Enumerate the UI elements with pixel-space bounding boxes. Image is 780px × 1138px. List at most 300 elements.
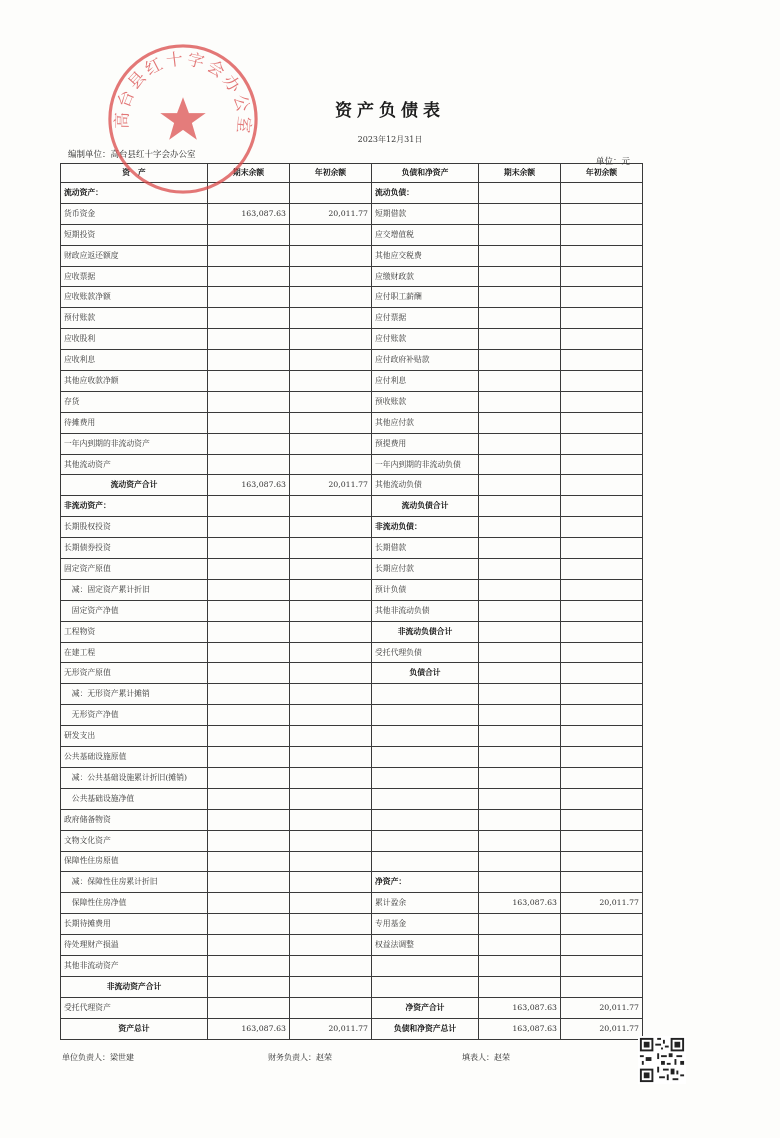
report-date: 2023年12月31日 [357,135,423,144]
liability-item-label: 应交增值税 [372,224,479,245]
liability-ending-balance [479,266,561,287]
asset-ending-balance [208,454,290,475]
liability-opening-balance [561,350,643,371]
table-row [61,224,643,245]
asset-opening-balance [290,705,372,726]
org-line [68,148,196,160]
asset-opening-balance [290,287,372,308]
liability-opening-balance [561,579,643,600]
table-row [61,726,643,747]
liability-ending-balance [479,747,561,768]
asset-opening-balance [290,579,372,600]
table-row [61,433,643,454]
asset-ending-balance: 163,087.63 [208,475,290,496]
asset-ending-balance [208,600,290,621]
liability-opening-balance [561,684,643,705]
asset-opening-balance [290,684,372,705]
asset-opening-balance: 20,011.77 [290,203,372,224]
liability-ending-balance [479,559,561,580]
liability-ending-balance [479,308,561,329]
asset-item-label: 无形资产净值 [61,705,208,726]
asset-item-label: 研发支出 [61,726,208,747]
asset-ending-balance [208,538,290,559]
asset-ending-balance [208,517,290,538]
footer-head: 单位负责人：梁世建 [62,1053,134,1062]
liability-ending-balance: 163,087.63 [479,997,561,1018]
liability-ending-balance [479,663,561,684]
liability-item-label: 负债合计 [372,663,479,684]
asset-ending-balance [208,433,290,454]
asset-item-label: 长期股权投资 [61,517,208,538]
asset-opening-balance [290,851,372,872]
asset-item-label: 一年内到期的非流动资产 [61,433,208,454]
liability-item-label: 应付政府补贴款 [372,350,479,371]
table-row [61,538,643,559]
liability-ending-balance [479,684,561,705]
liability-opening-balance [561,621,643,642]
liability-item-label [372,747,479,768]
liability-item-label: 累计盈余 [372,893,479,914]
table-row [61,642,643,663]
liability-opening-balance [561,371,643,392]
liability-opening-balance [561,788,643,809]
liability-item-label: 应付职工薪酬 [372,287,479,308]
liability-item-label: 流动负债合计 [372,496,479,517]
asset-opening-balance [290,809,372,830]
asset-opening-balance [290,371,372,392]
asset-item-label: 无形资产原值 [61,663,208,684]
asset-opening-balance [290,976,372,997]
asset-item-label: 非流动资产： [61,496,208,517]
asset-opening-balance [290,454,372,475]
liability-opening-balance [561,496,643,517]
liability-item-label: 权益法调整 [372,935,479,956]
asset-item-label: 文物文化资产 [61,830,208,851]
asset-item-label: 流动资产合计 [61,475,208,496]
asset-ending-balance [208,308,290,329]
asset-item-label: 固定资产净值 [61,600,208,621]
table-row [61,747,643,768]
liability-item-label: 非流动负债合计 [372,621,479,642]
asset-opening-balance: 20,011.77 [290,475,372,496]
header-opening-balance-right: 年初余额 [561,164,643,183]
table-row [61,600,643,621]
liability-opening-balance [561,203,643,224]
liability-item-label [372,955,479,976]
table-row [61,559,643,580]
liability-ending-balance [479,371,561,392]
table-row [61,997,643,1018]
asset-item-label: 短期投资 [61,224,208,245]
asset-item-label: 应收票据 [61,266,208,287]
liability-item-label: 受托代理负债 [372,642,479,663]
liability-item-label: 应缴财政款 [372,266,479,287]
table-row [61,579,643,600]
asset-item-label: 固定资产原值 [61,559,208,580]
asset-ending-balance [208,893,290,914]
asset-ending-balance [208,684,290,705]
asset-ending-balance [208,412,290,433]
table-row [61,872,643,893]
liability-ending-balance [479,350,561,371]
liability-opening-balance [561,517,643,538]
asset-item-label: 待处理财产损溢 [61,935,208,956]
asset-opening-balance [290,747,372,768]
table-row [61,809,643,830]
liability-opening-balance [561,747,643,768]
asset-opening-balance [290,329,372,350]
liability-item-label [372,788,479,809]
liability-opening-balance [561,329,643,350]
asset-item-label: 减：公共基础设施累计折旧(摊销) [61,767,208,788]
asset-opening-balance [290,559,372,580]
asset-item-label: 工程物资 [61,621,208,642]
asset-ending-balance [208,872,290,893]
liability-opening-balance [561,851,643,872]
asset-ending-balance [208,496,290,517]
liability-item-label [372,830,479,851]
asset-ending-balance [208,224,290,245]
asset-ending-balance [208,976,290,997]
asset-item-label: 应收利息 [61,350,208,371]
liability-item-label: 其他应交税费 [372,245,479,266]
asset-opening-balance: 20,011.77 [290,1018,372,1039]
page-title: 资产负债表 [335,101,445,121]
liability-opening-balance [561,245,643,266]
asset-opening-balance [290,308,372,329]
asset-ending-balance [208,788,290,809]
table-row [61,955,643,976]
liability-ending-balance [479,203,561,224]
liability-opening-balance [561,600,643,621]
liability-ending-balance [479,475,561,496]
asset-item-label: 其他流动资产 [61,454,208,475]
table-row [61,266,643,287]
table-row [61,684,643,705]
asset-ending-balance: 163,087.63 [208,203,290,224]
liability-ending-balance [479,767,561,788]
asset-item-label: 资产总计 [61,1018,208,1039]
liability-item-label [372,726,479,747]
liability-ending-balance [479,183,561,204]
liability-opening-balance [561,454,643,475]
asset-opening-balance [290,496,372,517]
liability-ending-balance: 163,087.63 [479,1018,561,1039]
liability-opening-balance [561,183,643,204]
asset-item-label: 存货 [61,391,208,412]
liability-opening-balance: 20,011.77 [561,997,643,1018]
asset-opening-balance [290,872,372,893]
liability-item-label: 非流动负债： [372,517,479,538]
liability-ending-balance [479,245,561,266]
liability-item-label [372,976,479,997]
liability-ending-balance [479,726,561,747]
asset-ending-balance [208,767,290,788]
table-row [61,935,643,956]
asset-ending-balance [208,579,290,600]
liability-ending-balance [479,224,561,245]
liability-ending-balance [479,496,561,517]
liability-item-label: 应付账款 [372,329,479,350]
asset-item-label: 待摊费用 [61,412,208,433]
liability-ending-balance [479,538,561,559]
liability-ending-balance [479,329,561,350]
org-name: 高台县红十字会办公室 [110,150,196,160]
table-row [61,329,643,350]
liability-opening-balance [561,475,643,496]
liability-opening-balance [561,224,643,245]
asset-ending-balance [208,266,290,287]
liability-item-label: 长期应付款 [372,559,479,580]
header-assets: 资 产 [61,164,208,183]
table-row [61,350,643,371]
liability-ending-balance [479,600,561,621]
asset-item-label: 长期债券投资 [61,538,208,559]
table-row [61,1018,643,1039]
liability-item-label: 净资产合计 [372,997,479,1018]
liability-opening-balance [561,559,643,580]
asset-opening-balance [290,245,372,266]
liability-item-label: 应付利息 [372,371,479,392]
liability-ending-balance [479,788,561,809]
liability-ending-balance [479,433,561,454]
liability-ending-balance [479,872,561,893]
asset-opening-balance [290,412,372,433]
asset-opening-balance [290,224,372,245]
table-row [61,893,643,914]
asset-opening-balance [290,893,372,914]
liability-item-label: 预提费用 [372,433,479,454]
liability-ending-balance [479,642,561,663]
liability-item-label: 其他非流动负债 [372,600,479,621]
liability-item-label: 长期借款 [372,538,479,559]
asset-ending-balance [208,914,290,935]
table-row [61,705,643,726]
liability-opening-balance [561,412,643,433]
asset-ending-balance [208,183,290,204]
liability-opening-balance [561,914,643,935]
liability-opening-balance [561,767,643,788]
asset-item-label: 在建工程 [61,642,208,663]
liability-opening-balance [561,391,643,412]
asset-ending-balance [208,621,290,642]
asset-item-label: 公共基础设施原值 [61,747,208,768]
header-liabilities-net-assets: 负债和净资产 [372,164,479,183]
asset-opening-balance [290,600,372,621]
asset-ending-balance [208,997,290,1018]
asset-item-label: 其他应收款净额 [61,371,208,392]
liability-item-label: 短期借款 [372,203,479,224]
liability-ending-balance [479,976,561,997]
liability-item-label: 其他应付款 [372,412,479,433]
liability-ending-balance [479,391,561,412]
asset-opening-balance [290,830,372,851]
qr-code-icon [638,1036,686,1084]
liability-ending-balance [479,705,561,726]
asset-ending-balance [208,747,290,768]
asset-opening-balance [290,266,372,287]
asset-ending-balance [208,663,290,684]
liability-item-label [372,851,479,872]
liability-item-label [372,809,479,830]
asset-ending-balance [208,955,290,976]
liability-ending-balance [479,914,561,935]
asset-ending-balance: 163,087.63 [208,1018,290,1039]
liability-item-label [372,684,479,705]
liability-ending-balance [479,454,561,475]
asset-item-label: 应收股利 [61,329,208,350]
liability-opening-balance [561,809,643,830]
liability-ending-balance [479,579,561,600]
asset-item-label: 应收账款净额 [61,287,208,308]
liability-item-label: 预计负债 [372,579,479,600]
asset-item-label: 保障性住房原值 [61,851,208,872]
asset-opening-balance [290,433,372,454]
asset-item-label: 保障性住房净值 [61,893,208,914]
table-row [61,496,643,517]
liability-opening-balance [561,976,643,997]
liability-ending-balance [479,287,561,308]
table-row [61,767,643,788]
liability-ending-balance [479,517,561,538]
asset-opening-balance [290,642,372,663]
asset-opening-balance [290,350,372,371]
asset-ending-balance [208,245,290,266]
liability-item-label: 其他流动负债 [372,475,479,496]
liability-ending-balance [479,621,561,642]
liability-ending-balance [479,830,561,851]
asset-ending-balance [208,350,290,371]
asset-item-label: 减：保障性住房累计折旧 [61,872,208,893]
liability-item-label: 应付票据 [372,308,479,329]
liability-item-label: 预收账款 [372,391,479,412]
liability-opening-balance [561,308,643,329]
svg-text:高台县红十字会办公室: 高台县红十字会办公室 [111,48,255,138]
asset-opening-balance [290,538,372,559]
table-row [61,412,643,433]
asset-ending-balance [208,371,290,392]
table-row [61,621,643,642]
footer-preparer: 填表人：赵荣 [462,1053,510,1062]
asset-item-label: 流动资产： [61,183,208,204]
table-row [61,851,643,872]
table-row [61,663,643,684]
asset-item-label: 货币资金 [61,203,208,224]
liability-item-label: 净资产： [372,872,479,893]
liability-ending-balance [479,809,561,830]
liability-opening-balance [561,726,643,747]
asset-opening-balance [290,726,372,747]
asset-item-label: 长期待摊费用 [61,914,208,935]
asset-item-label: 财政应返还额度 [61,245,208,266]
asset-ending-balance [208,642,290,663]
table-row [61,914,643,935]
asset-ending-balance [208,705,290,726]
liability-item-label [372,767,479,788]
asset-opening-balance [290,663,372,684]
table-row [61,976,643,997]
asset-ending-balance [208,287,290,308]
asset-ending-balance [208,830,290,851]
asset-item-label: 其他非流动资产 [61,955,208,976]
table-row [61,183,643,204]
asset-ending-balance [208,726,290,747]
asset-item-label: 非流动资产合计 [61,976,208,997]
asset-opening-balance [290,183,372,204]
balance-sheet-table [60,163,643,1040]
liability-opening-balance [561,433,643,454]
asset-ending-balance [208,559,290,580]
asset-item-label: 减：无形资产累计摊销 [61,684,208,705]
liability-item-label: 负债和净资产总计 [372,1018,479,1039]
table-row [61,203,643,224]
liability-opening-balance [561,287,643,308]
liability-opening-balance [561,935,643,956]
table-row [61,517,643,538]
liability-ending-balance: 163,087.63 [479,893,561,914]
asset-opening-balance [290,935,372,956]
liability-opening-balance [561,705,643,726]
asset-ending-balance [208,851,290,872]
liability-opening-balance [561,266,643,287]
table-row [61,830,643,851]
asset-ending-balance [208,935,290,956]
unit-label: 单位：元 [596,157,631,167]
table-row [61,475,643,496]
asset-item-label: 减：固定资产累计折旧 [61,579,208,600]
asset-opening-balance [290,517,372,538]
table-row [61,308,643,329]
table-row [61,454,643,475]
liability-item-label: 专用基金 [372,914,479,935]
asset-ending-balance [208,391,290,412]
header-ending-balance-right: 期末余额 [479,164,561,183]
liability-item-label: 流动负债： [372,183,479,204]
asset-ending-balance [208,809,290,830]
liability-opening-balance [561,872,643,893]
liability-ending-balance [479,412,561,433]
header-ending-balance: 期末余额 [208,164,290,183]
table-row [61,788,643,809]
liability-ending-balance [479,851,561,872]
asset-item-label: 政府储备物资 [61,809,208,830]
asset-item-label: 公共基础设施净值 [61,788,208,809]
org-label: 编制单位： [68,150,111,160]
liability-item-label: 一年内到期的非流动负债 [372,454,479,475]
table-header-row [61,164,643,183]
asset-item-label: 受托代理资产 [61,997,208,1018]
table-row [61,371,643,392]
asset-opening-balance [290,391,372,412]
table-row [61,245,643,266]
header-opening-balance: 年初余额 [290,164,372,183]
liability-opening-balance [561,955,643,976]
asset-opening-balance [290,914,372,935]
liability-opening-balance [561,538,643,559]
asset-opening-balance [290,997,372,1018]
liability-item-label [372,705,479,726]
liability-opening-balance [561,830,643,851]
liability-ending-balance [479,935,561,956]
table-row [61,391,643,412]
liability-opening-balance: 20,011.77 [561,893,643,914]
asset-opening-balance [290,955,372,976]
liability-opening-balance [561,642,643,663]
asset-item-label: 预付账款 [61,308,208,329]
asset-opening-balance [290,788,372,809]
table-row [61,287,643,308]
asset-opening-balance [290,621,372,642]
